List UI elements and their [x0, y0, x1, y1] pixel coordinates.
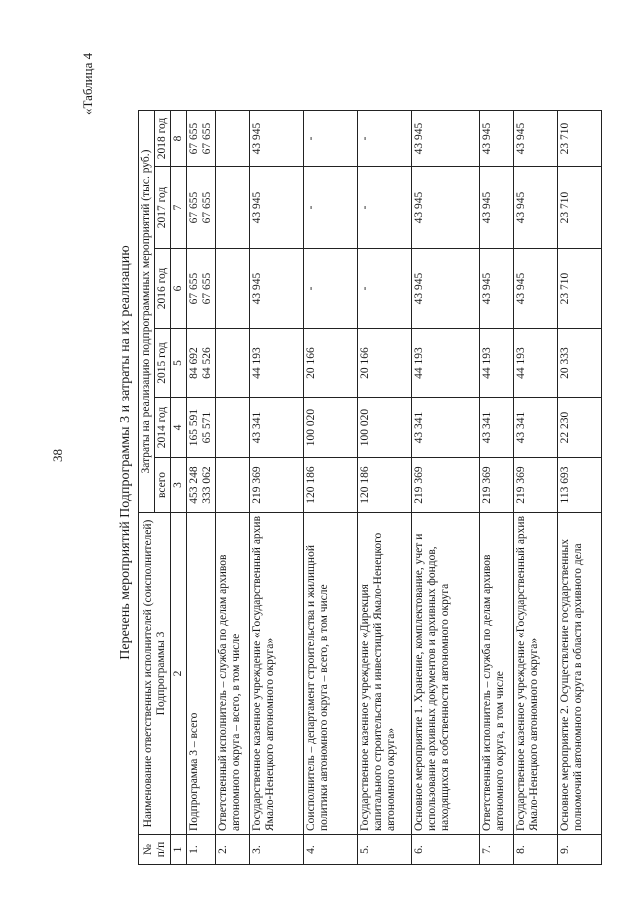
row-value: 43 341	[514, 398, 558, 458]
row-value: 43 945	[412, 167, 480, 249]
row-value: 120 186	[358, 458, 412, 513]
header-costs: Затраты на реализацию подпрограммных мероприятий (тыс. руб.)	[139, 111, 155, 513]
row-value: 219 369	[514, 458, 558, 513]
row-number: 3.	[250, 835, 304, 865]
row-name: Государственное казенное учреждение «Государственный архив Ямало-Ненецкого автономного округа»	[250, 513, 304, 835]
column-index: 7	[171, 167, 187, 249]
row-value	[216, 249, 250, 329]
row-value: -	[304, 111, 358, 167]
row-value: 43 341	[250, 398, 304, 458]
table-row	[558, 111, 602, 865]
column-index: 3	[171, 458, 187, 513]
row-value: 165 591 65 571	[187, 398, 216, 458]
row-name: Государственное казенное учреждение «Государственный архив Ямало-Ненецкого автономного округа»	[514, 513, 558, 835]
row-value: 43 945	[514, 111, 558, 167]
column-index: 1	[171, 835, 187, 865]
row-value: 23 710	[558, 249, 602, 329]
row-number: 8.	[514, 835, 558, 865]
header-year: 2017 год	[155, 167, 171, 249]
row-value: 219 369	[250, 458, 304, 513]
row-name: Основное мероприятие 1. Хранение, комплектование, учет и использование архивных документов и архивных фондов, находящихся в собственности автономного округа	[412, 513, 480, 835]
row-value: -	[358, 167, 412, 249]
row-value: 20 166	[304, 329, 358, 398]
header-year: 2015 год	[155, 329, 171, 398]
table-row	[304, 111, 358, 865]
row-value: 67 655 67 655	[187, 111, 216, 167]
page-number: 38	[50, 449, 65, 462]
row-number: 9.	[558, 835, 602, 865]
table-row	[250, 111, 304, 865]
table-row	[358, 111, 412, 865]
row-number: 7.	[480, 835, 514, 865]
row-value: 43 945	[250, 249, 304, 329]
row-value: 67 655 67 655	[187, 249, 216, 329]
row-value: 43 945	[480, 111, 514, 167]
row-value: -	[304, 167, 358, 249]
row-value: -	[358, 111, 412, 167]
row-value: 219 369	[412, 458, 480, 513]
table-title: Перечень мероприятий Подпрограммы 3 и затраты на их реализацию	[118, 245, 133, 660]
row-value: 23 710	[558, 167, 602, 249]
row-number: 5.	[358, 835, 412, 865]
header-name: Наименование ответственных исполнителей (соисполнителей) Подпрограммы 3	[139, 513, 171, 835]
table-row	[187, 111, 216, 865]
row-number: 2.	[216, 835, 250, 865]
column-index: 5	[171, 329, 187, 398]
row-value: 120 186	[304, 458, 358, 513]
row-value	[216, 111, 250, 167]
row-value: 113 693	[558, 458, 602, 513]
row-name: Ответственный исполнитель – служба по делам архивов автономного округа, в том числе	[480, 513, 514, 835]
row-value: 20 333	[558, 329, 602, 398]
row-value: 43 945	[480, 167, 514, 249]
row-name: Государственное казенное учреждение «Дирекция капитального строительства и инвестиций Ямало-Ненецкого автономного округа»	[358, 513, 412, 835]
column-index: 6	[171, 249, 187, 329]
table-row	[216, 111, 250, 865]
row-value: 44 193	[250, 329, 304, 398]
row-value: 43 341	[480, 398, 514, 458]
row-name: Ответственный исполнитель – служба по делам архивов автономного округа – всего, в том числе	[216, 513, 250, 835]
row-value	[216, 167, 250, 249]
row-value	[216, 398, 250, 458]
row-value: 43 945	[514, 167, 558, 249]
row-value	[216, 458, 250, 513]
header-year: 2014 год	[155, 398, 171, 458]
row-value: 43 945	[480, 249, 514, 329]
row-value: -	[304, 249, 358, 329]
row-value: 22 230	[558, 398, 602, 458]
header-year: 2016 год	[155, 249, 171, 329]
row-value: 44 193	[480, 329, 514, 398]
row-value: 43 945	[412, 249, 480, 329]
row-name: Основное мероприятие 2. Осуществление государственных полномочий автономного округа в области архивного дела	[558, 513, 602, 835]
measures-table	[138, 110, 602, 865]
row-value: 219 369	[480, 458, 514, 513]
row-value: 43 945	[250, 111, 304, 167]
row-number: 1.	[187, 835, 216, 865]
column-index: 2	[171, 513, 187, 835]
row-value: 44 193	[412, 329, 480, 398]
column-index: 8	[171, 111, 187, 167]
row-value: 453 248 333 062	[187, 458, 216, 513]
header-year: всего	[155, 458, 171, 513]
row-value: 43 945	[412, 111, 480, 167]
row-value: 44 193	[514, 329, 558, 398]
header-year: 2018 год	[155, 111, 171, 167]
row-value: 43 945	[250, 167, 304, 249]
row-value: -	[358, 249, 412, 329]
table-row	[412, 111, 480, 865]
row-name: Подпрограмма 3 – всего	[187, 513, 216, 835]
table-row	[480, 111, 514, 865]
row-number: 4.	[304, 835, 358, 865]
row-value: 67 655 67 655	[187, 167, 216, 249]
column-index: 4	[171, 398, 187, 458]
row-name: Соисполнитель – департамент строительства и жилищной политики автономного округа – всего, в том числе	[304, 513, 358, 835]
row-number: 6.	[412, 835, 480, 865]
row-value: 84 692 64 526	[187, 329, 216, 398]
row-value: 20 166	[358, 329, 412, 398]
row-value: 43 945	[514, 249, 558, 329]
table-row	[514, 111, 558, 865]
header-num: № п/п	[139, 835, 171, 865]
row-value: 100 020	[358, 398, 412, 458]
row-value: 23 710	[558, 111, 602, 167]
table-tag: «Таблица 4	[80, 52, 95, 115]
row-value	[216, 329, 250, 398]
row-value: 43 341	[412, 398, 480, 458]
row-value: 100 020	[304, 398, 358, 458]
